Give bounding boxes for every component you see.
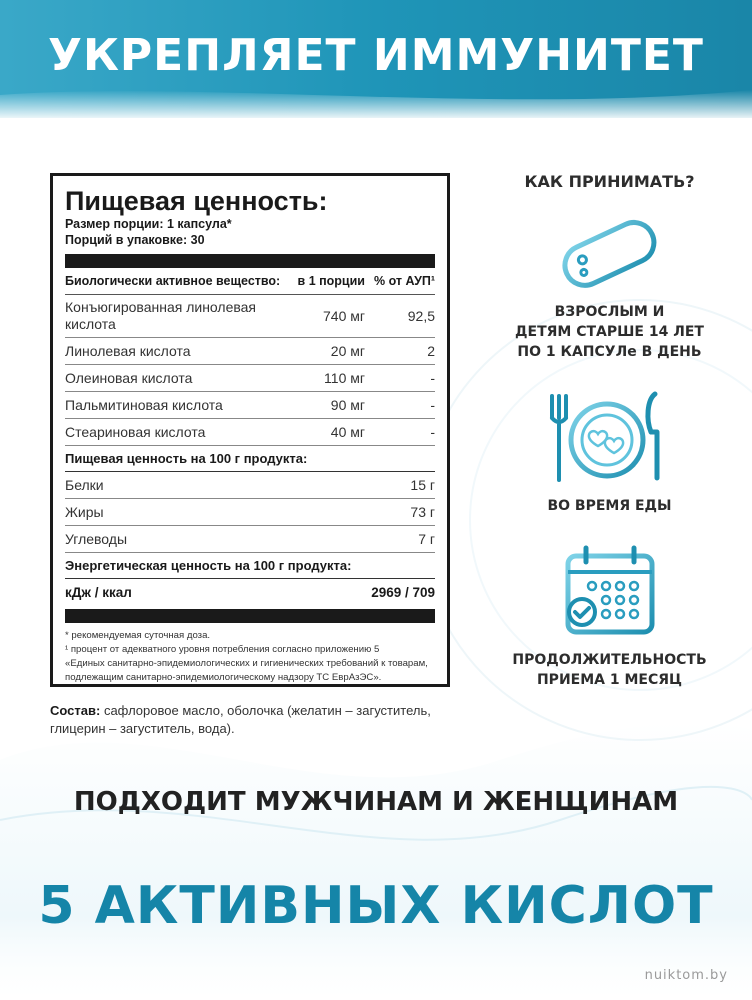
energy-value: 2969 / 709 — [371, 584, 435, 600]
nutrition-facts-panel — [50, 173, 450, 687]
footnote-line: * рекомендуемая суточная доза. — [65, 630, 211, 641]
per100-heading-text: Пищевая ценность на 100 г продукта: — [65, 451, 308, 466]
nutrient-value: 15 г — [410, 477, 435, 493]
plate-fork-knife-icon — [542, 388, 672, 488]
energy-label: кДж / ккал — [65, 584, 132, 600]
dosage-text — [482, 302, 737, 362]
substance-percent: - — [430, 424, 435, 440]
composition — [50, 702, 470, 738]
per100-heading — [65, 446, 435, 472]
nutrient-name: Белки — [65, 477, 104, 493]
table-row — [65, 365, 435, 392]
substance-name: Олеиновая кислота — [65, 370, 193, 386]
substance-name: Пальмитиновая кислота — [65, 397, 223, 413]
energy-row — [65, 579, 435, 605]
table-row — [65, 472, 435, 499]
footnote-line: подлежащим санитарно-эпидемиологическому надзору ТС ЕврАзЭС». — [65, 672, 382, 683]
with-food-text: ВО ВРЕМЯ ЕДЫ — [547, 498, 672, 514]
table-row — [65, 295, 435, 338]
footnotes — [65, 629, 435, 685]
header-percent: % от АУП¹ — [374, 274, 435, 288]
duration-line: ПРИЕМА 1 МЕСЯЦ — [536, 672, 683, 688]
substance-percent: 2 — [427, 343, 435, 359]
energy-heading — [65, 553, 435, 579]
tagline: ПОДХОДИТ МУЖЧИНАМ И ЖЕНЩИНАМ — [73, 787, 679, 817]
energy-heading-text: Энергетическая ценность на 100 г продукта: — [65, 558, 352, 573]
table-row — [65, 338, 435, 365]
substance-percent: - — [430, 397, 435, 413]
substance-name: Линолевая кислота — [65, 343, 191, 359]
headline: 5 АКТИВНЫХ КИСЛОТ — [38, 876, 714, 936]
nutrient-value: 73 г — [410, 504, 435, 520]
watermark: nuiktom.by — [644, 968, 728, 983]
nutrient-value: 7 г — [418, 531, 435, 547]
duration-line: ПРОДОЛЖИТЕЛЬНОСТЬ — [512, 652, 707, 668]
divider-bar — [65, 609, 435, 623]
servings-per-pack: Порций в упаковке: 30 — [65, 233, 205, 247]
substance-amount: 90 мг — [330, 397, 365, 413]
composition-label: Состав: — [50, 703, 101, 718]
substance-amount: 20 мг — [330, 343, 365, 359]
serving-size: Размер порции: 1 капсула* — [65, 217, 232, 231]
table-row — [65, 392, 435, 419]
how-to-take-heading: КАК ПРИНИМАТЬ? — [524, 172, 695, 191]
calendar-check-icon — [562, 544, 658, 640]
footnote-line: «Единых санитарно-эпидемиологических и гигиенических требований к товарам, — [65, 658, 428, 669]
capsule-icon — [554, 214, 664, 292]
nutrient-name: Углеводы — [65, 531, 128, 547]
table-row — [65, 419, 435, 446]
substance-name: Конъюгированная линолевая кислота — [65, 299, 257, 332]
nutrient-name: Жиры — [65, 504, 104, 520]
dosage-line: ПО 1 КАПСУЛе В ДЕНЬ — [517, 344, 702, 360]
header-substance: Биологически активное вещество: — [65, 274, 281, 288]
substance-percent: - — [430, 370, 435, 386]
composition-text: сафлоровое масло, оболочка (желатин – загуститель, глицерин – загуститель, вода). — [50, 703, 431, 736]
header-per-serving: в 1 порции — [297, 274, 365, 288]
panel-title: Пищевая ценность: — [65, 186, 328, 216]
substance-amount: 40 мг — [330, 424, 365, 440]
dosage-line: ВЗРОСЛЫМ И — [554, 304, 665, 320]
substance-name: Стеариновая кислота — [65, 424, 206, 440]
substance-percent: 92,5 — [407, 307, 435, 324]
table-row — [65, 526, 435, 553]
active-substances-header — [65, 268, 435, 295]
dosage-line: ДЕТЯМ СТАРШЕ 14 ЛЕТ — [515, 324, 704, 340]
substance-amount: 110 мг — [324, 370, 365, 386]
banner-title: УКРЕПЛЯЕТ ИММУНИТЕТ — [48, 30, 704, 81]
divider-bar — [65, 254, 435, 268]
footnote-line: ¹ процент от адекватного уровня потребления согласно приложению 5 — [65, 644, 380, 655]
substance-amount: 740 мг — [323, 307, 365, 324]
duration-text — [482, 650, 737, 690]
table-row — [65, 499, 435, 526]
